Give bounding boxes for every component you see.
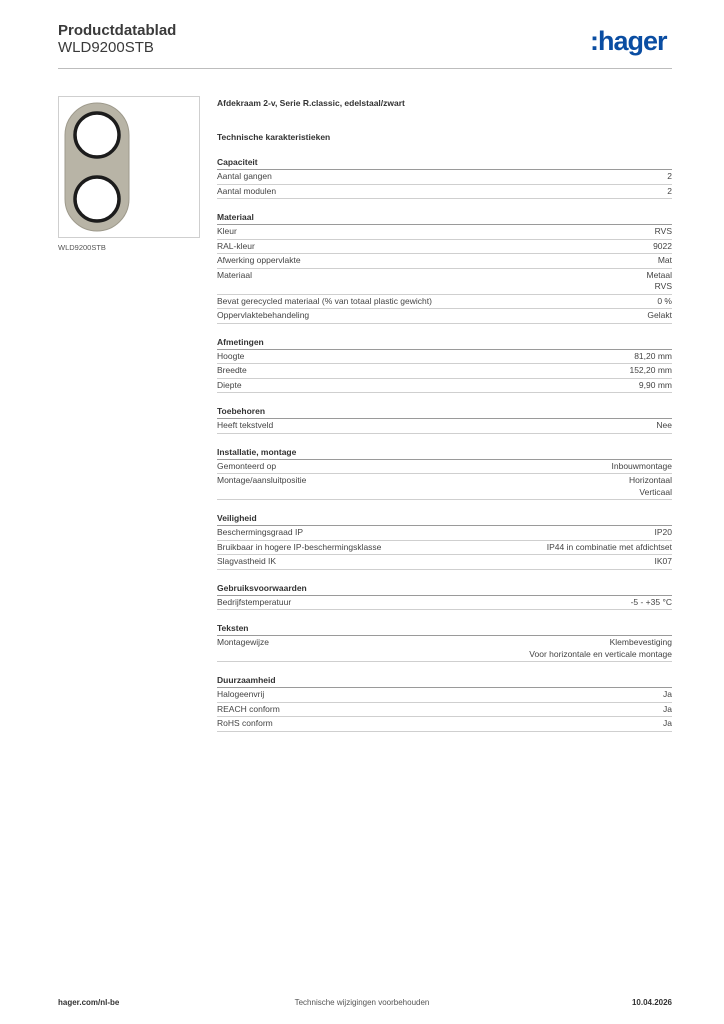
spec-value-line: 2 (667, 171, 672, 181)
spec-value-line: IK07 (654, 556, 672, 566)
spec-value-line: Metaal (646, 269, 672, 280)
spec-row (217, 717, 672, 732)
spec-value (657, 296, 672, 308)
spec-value-line: RVS (654, 226, 672, 236)
spec-value-line: 0 % (657, 295, 672, 306)
spec-value-line: Horizontaal (629, 475, 672, 485)
spec-label: Aantal modulen (217, 185, 277, 196)
spec-label: Aantal gangen (217, 171, 272, 181)
frame-illustration (59, 97, 199, 237)
section-heading: Afmetingen (217, 336, 672, 350)
spec-label: Materiaal (217, 269, 252, 280)
spec-row (217, 254, 672, 269)
spec-label: Bevat gerecycled materiaal (% van totaal plastic gewicht) (217, 295, 432, 306)
spec-section (217, 336, 672, 394)
tech-heading: Technische karakteristieken (217, 132, 331, 142)
spec-value (667, 186, 672, 198)
spec-section (217, 622, 672, 662)
spec-value (612, 461, 673, 473)
spec-row (217, 703, 672, 718)
spec-row (217, 225, 672, 240)
section-heading: Veiligheid (217, 512, 672, 526)
spec-value-line: 9,90 mm (638, 379, 672, 390)
spec-value (529, 637, 672, 660)
spec-value-line: Inbouwmontage (611, 460, 672, 471)
spec-value-line: RVS (654, 281, 672, 291)
spec-row (217, 364, 672, 379)
spec-value (629, 475, 672, 498)
footer-notice: Technische wijzigingen voorbehouden (294, 998, 430, 1007)
spec-label: RoHS conform (217, 718, 273, 728)
spec-value (655, 556, 673, 568)
spec-row (217, 541, 672, 556)
section-heading: Materiaal (217, 211, 672, 225)
spec-value-line: 152,20 mm (629, 365, 672, 375)
product-image (58, 96, 200, 238)
spec-value-line: IP20 (654, 527, 672, 537)
product-title: Afdekraam 2-v, Serie R.classic, edelstaal/zwart (217, 98, 405, 108)
spec-label: Oppervlaktebehandeling (217, 310, 310, 320)
spec-label: Afwerking oppervlakte (217, 255, 301, 265)
spec-value-line: Ja (663, 703, 672, 714)
spec-value-line: Ja (663, 689, 672, 699)
section-heading: Installatie, montage (217, 446, 672, 460)
section-heading: Gebruiksvoorwaarden (217, 582, 672, 596)
spec-section (217, 582, 672, 611)
spec-label: Hoogte (217, 350, 245, 361)
spec-value-line: Nee (656, 420, 672, 430)
spec-row (217, 688, 672, 703)
spec-label: Bedrijfstemperatuur (217, 596, 292, 607)
spec-value-line: 9022 (653, 240, 672, 251)
section-heading: Toebehoren (217, 405, 672, 419)
spec-section (217, 674, 672, 732)
spec-row (217, 596, 672, 611)
spec-row (217, 419, 672, 434)
spec-row (217, 309, 672, 324)
spec-section (217, 512, 672, 570)
spec-row (217, 474, 672, 500)
product-code: WLD9200STB (58, 39, 154, 56)
spec-content (217, 96, 672, 732)
image-caption: WLD9200STB (58, 243, 106, 252)
header-divider (58, 68, 672, 69)
spec-row (217, 460, 672, 475)
section-heading: Duurzaamheid (217, 674, 672, 688)
spec-section (217, 446, 672, 501)
spec-value (663, 704, 672, 716)
spec-value-line: 81,20 mm (634, 350, 672, 361)
spec-section (217, 156, 672, 199)
spec-value (647, 310, 672, 322)
spec-label: Montage/aansluitpositie (217, 475, 307, 485)
page-title: Productdatablad (58, 22, 177, 39)
spec-section (217, 211, 672, 324)
spec-value-line: -5 - +35 °C (630, 596, 672, 607)
spec-value-line: Klembevestiging (609, 637, 672, 647)
spec-value-line: Mat (657, 255, 672, 265)
spec-label: Slagvastheid IK (217, 556, 277, 566)
spec-value (667, 171, 672, 183)
spec-label: Kleur (217, 226, 237, 236)
spec-row (217, 295, 672, 310)
section-heading: Capaciteit (217, 156, 672, 170)
spec-value-line: Ja (663, 718, 672, 728)
hager-logo: :hager (590, 26, 667, 56)
spec-label: Gemonteerd op (217, 460, 277, 471)
spec-value (655, 226, 672, 238)
spec-value (658, 255, 672, 267)
footer-url[interactable]: hager.com/nl-be (58, 998, 120, 1007)
spec-label: Halogeenvrij (217, 689, 265, 699)
spec-label: Beschermingsgraad IP (217, 527, 303, 537)
spec-value (634, 351, 672, 363)
spec-label: RAL-kleur (217, 240, 255, 251)
spec-value (655, 527, 673, 539)
spec-sections (217, 156, 672, 732)
spec-value (547, 542, 672, 554)
spec-value-line: Verticaal (639, 486, 672, 497)
spec-section (217, 405, 672, 434)
spec-value (629, 365, 672, 377)
spec-row (217, 379, 672, 394)
spec-row (217, 555, 672, 570)
section-heading: Teksten (217, 622, 672, 636)
spec-value (631, 597, 672, 609)
spec-row (217, 170, 672, 185)
spec-label: Diepte (217, 379, 242, 390)
spec-value-line: 2 (667, 185, 672, 196)
spec-label: Montagewijze (217, 637, 269, 647)
spec-row (217, 526, 672, 541)
spec-value (646, 270, 672, 293)
spec-row (217, 185, 672, 200)
spec-label: REACH conform (217, 703, 280, 714)
spec-value (639, 380, 672, 392)
spec-value-line: IP44 in combinatie met afdichtset (546, 541, 672, 552)
spec-value (656, 420, 672, 432)
spec-value (663, 718, 672, 730)
spec-row (217, 240, 672, 255)
spec-label: Bruikbaar in hogere IP-beschermingsklasse (217, 541, 382, 552)
spec-label: Heeft tekstveld (217, 420, 274, 430)
spec-row (217, 636, 672, 662)
spec-row (217, 350, 672, 365)
spec-value (653, 241, 672, 253)
spec-row (217, 269, 672, 295)
spec-value (663, 689, 672, 701)
spec-label: Breedte (217, 365, 247, 375)
spec-value-line: Gelakt (647, 310, 672, 320)
spec-value-line: Voor horizontale en verticale montage (529, 648, 672, 659)
footer-date: 10.04.2026 (631, 998, 672, 1007)
